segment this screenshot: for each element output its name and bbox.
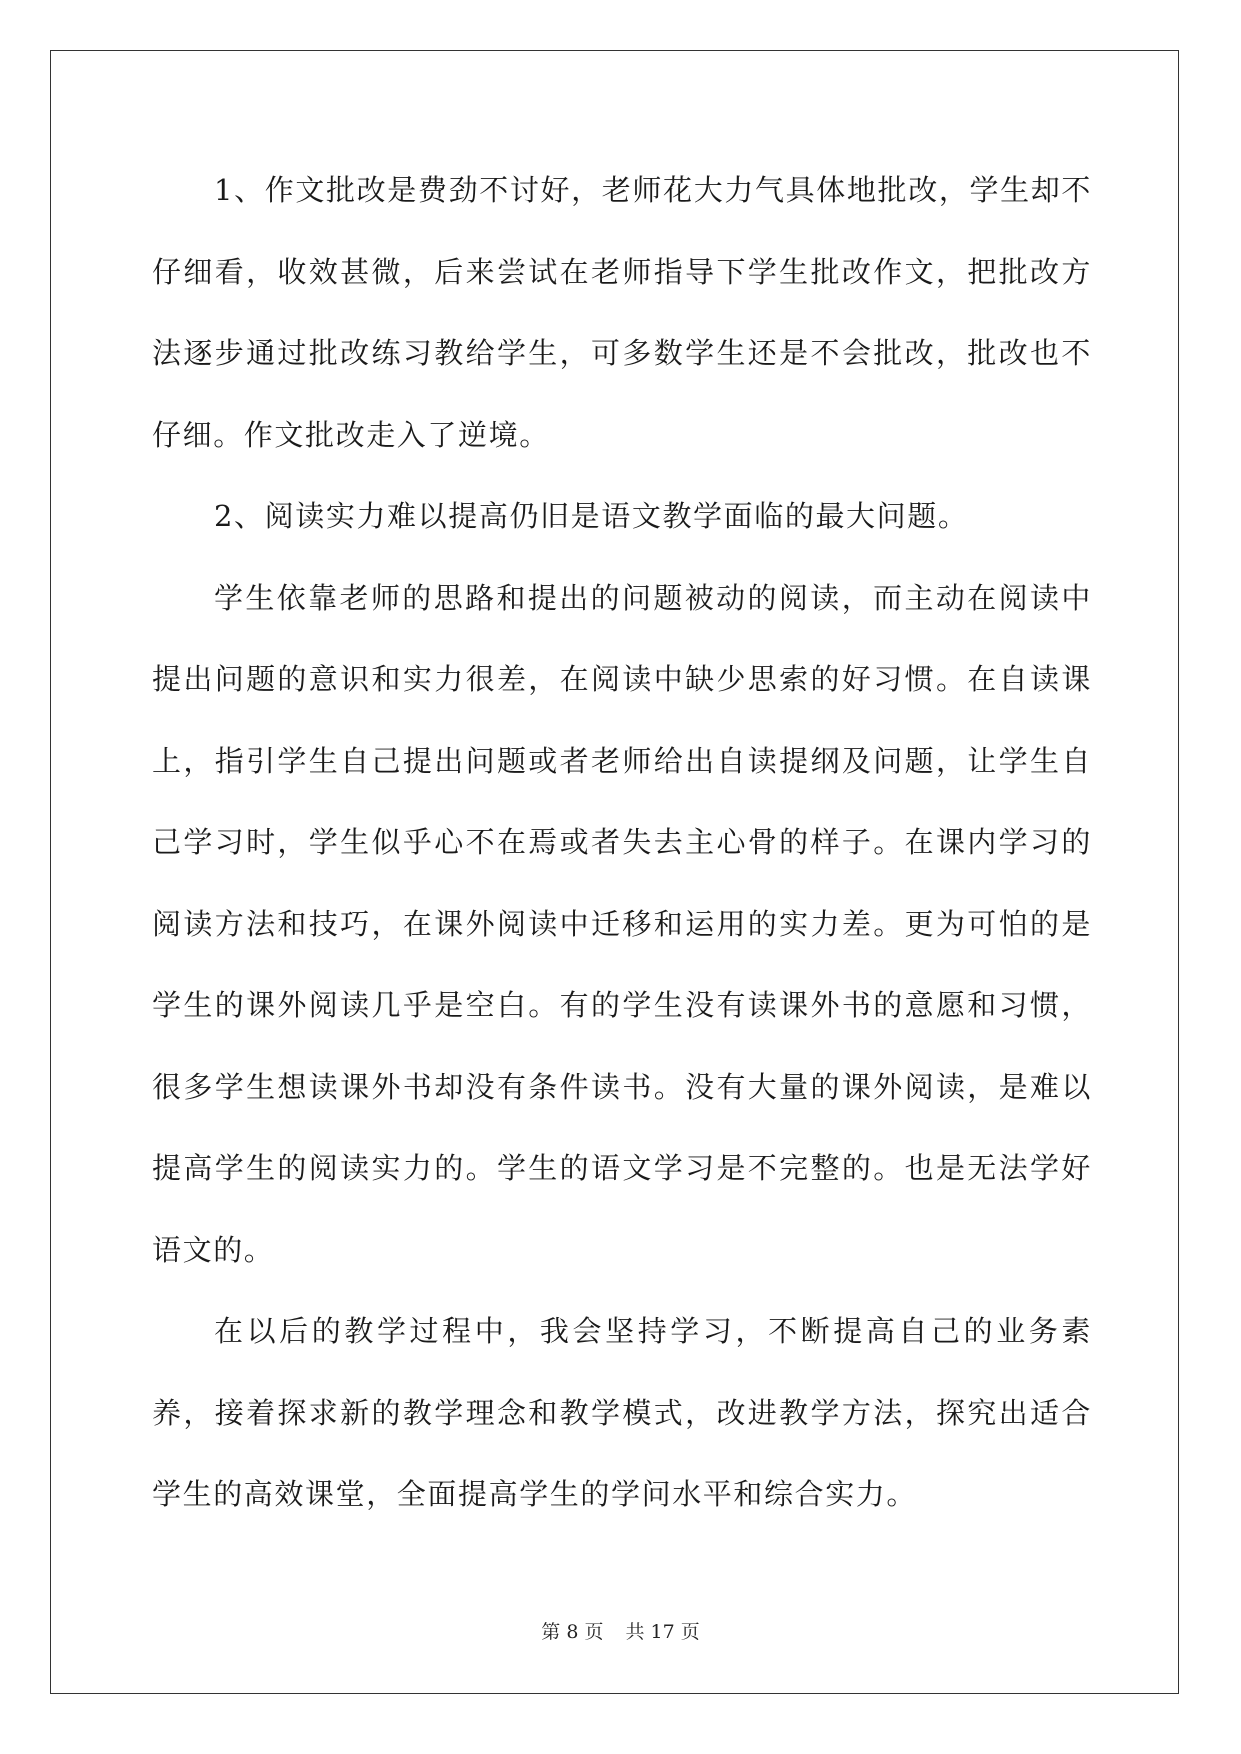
paragraph-1: 1、作文批改是费劲不讨好，老师花大力气具体地批改，学生却不仔细看，收效甚微，后来尝试在老师指导下学生批改作文，把批改方法逐步通过批改练习教给学生，可多数学生还是不会批改，批改也不仔细。作文批改走入了逆境。 (152, 173, 1092, 452)
paragraph-2: 2、阅读实力难以提高仍旧是语文教学面临的最大问题。 (214, 499, 969, 533)
paragraph-3: 学生依靠老师的思路和提出的问题被动的阅读，而主动在阅读中提出问题的意识和实力很差，在阅读中缺少思索的好习惯。在自读课上，指引学生自己提出问题或者老师给出自读提纲及问题，让学生自己学习时，学生似乎心不在焉或者失去主心骨的样子。在课内学习的阅读方法和技巧，在课外阅读中迁移和运用的实力差。更为可怕的是学生的课外阅读几乎是空白。有的学生没有读课外书的意愿和习惯，很多学生想读课外书却没有条件读书。没有大量的课外阅读，是难以提高学生的阅读实力的。学生的语文学习是不完整的。也是无法学好语文的。 (152, 580, 1092, 1267)
page-number: 第 8 页 (541, 1621, 604, 1643)
paragraph-4: 在以后的教学过程中，我会坚持学习，不断提高自己的业务素养，接着探求新的教学理念和教学模式，改进教学方法，探究出适合学生的高效课堂，全面提高学生的学问水平和综合实力。 (152, 1314, 1092, 1511)
page-footer (0, 1620, 1241, 1644)
document-body (152, 150, 1092, 1536)
page-total: 共 17 页 (625, 1621, 700, 1643)
